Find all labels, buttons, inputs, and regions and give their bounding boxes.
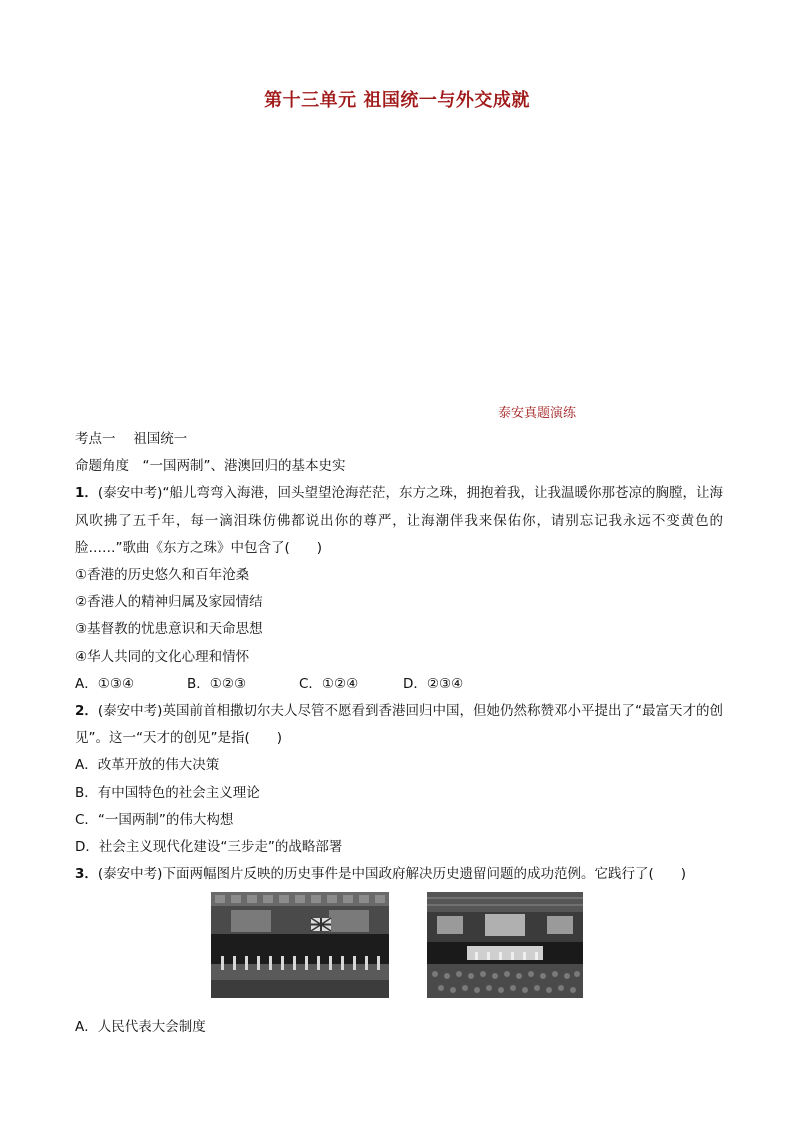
question-stem: (泰安中考)英国前首相撒切尔夫人尽管不愿看到香港回归中国，但她仍然称赞邓小平提出了“最富天才的创见”。这一“天才的创见”是指( ) (75, 702, 723, 747)
option-a: A．改革开放的伟大决策 (75, 757, 220, 774)
question-3-images (75, 892, 723, 1014)
option-b: B．有中国特色的社会主义理论 (75, 784, 260, 801)
question-3-option-a: A．人民代表大会制度 (75, 1019, 206, 1036)
option-d: D．②③④ (403, 675, 464, 692)
option-c: C．“一国两制”的伟大构想 (75, 811, 234, 828)
statement-2: ②香港人的精神归属及家园情结 (75, 594, 263, 611)
question-1-options (75, 671, 723, 698)
option-b: B．①②③ (187, 675, 247, 692)
option-d: D．社会主义现代化建设“三步走”的战略部署 (75, 838, 343, 855)
question-3 (75, 861, 723, 888)
section-heading: 泰安真题演练 (498, 406, 577, 421)
option-a: A．①③④ (75, 675, 135, 692)
document-body (75, 426, 723, 1041)
option-c: C．①②④ (299, 675, 359, 692)
question-number: 1． (75, 485, 98, 502)
question-number: 2． (75, 702, 98, 719)
handover-ceremony-photo-2 (427, 892, 583, 998)
statement-1: ①香港的历史悠久和百年沧桑 (75, 566, 250, 583)
statement-3: ③基督教的忧患意识和天命思想 (75, 621, 263, 638)
document-title: 第十三单元 祖国统一与外交成就 (264, 90, 530, 111)
question-angle: 命题角度 “一国两制”、港澳回归的基本史实 (75, 458, 346, 475)
statement-4: ④华人共同的文化心理和情怀 (75, 648, 250, 665)
question-2 (75, 698, 723, 752)
question-stem: (泰安中考)“船儿弯弯入海港，回头望望沧海茫茫，东方之珠，拥抱着我，让我温暖你那苍凉的胸膛，让海风吹拂了五千年，每一滴泪珠仿佛都说出你的尊严，让海潮伴我来保佑你，请别忘记我永远不变黄色的脸……”歌曲《东方之珠》中包含了( ) (75, 485, 723, 556)
question-1 (75, 480, 723, 562)
handover-ceremony-photo-1 (211, 892, 389, 998)
question-number: 3． (75, 866, 98, 883)
topic-heading: 考点一 祖国统一 (75, 431, 188, 447)
question-stem: (泰安中考)下面两幅图片反映的历史事件是中国政府解决历史遗留问题的成功范例。它践行了( ) (97, 866, 686, 883)
